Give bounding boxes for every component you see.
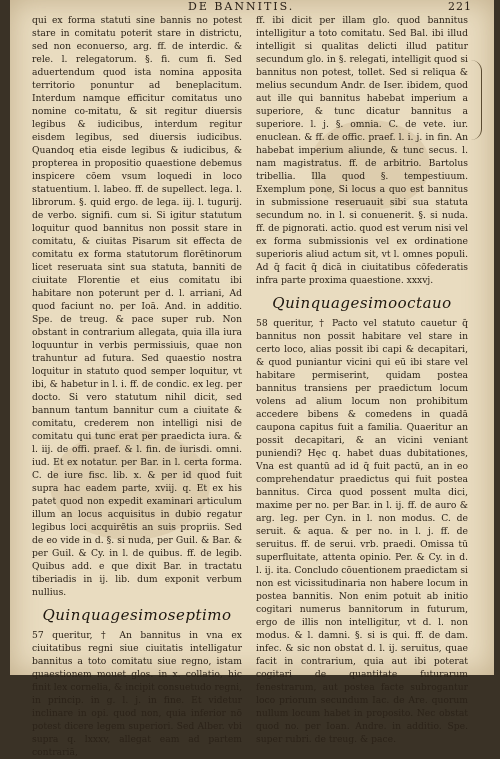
- page-number: 221: [448, 0, 472, 13]
- running-header: [10, 0, 494, 14]
- handwritten-margin-bracket: [471, 60, 482, 140]
- right-paragraph-1: ff. ibi dicit per illam glo. quod bannitus intelligitur a toto comitatu. Sed Bal. ibi illud intelligit si qualitas delicti illud patitur secundum glo. in §. relegati, intelligit quod si bannitus non potest, tollet. Sed si reliqua & melius secundum Andr. de Iser. ibidem, quod aut ille qui bannitus habebat imperium a superiore, & tunc dicatur bannitus a superiore. l. j. §. omnia. C. de vete. iur. enuclean. & ff. de offic. praef. l. i. j. in fin. An habebat imperium aliunde, & tunc secus. l. nam magistratus. ff. de arbitrio. Bartolus tribellia. Illa quod §. tempestiuum. Exemplum pone, Si locus a quo est bannitus in submissione reseruauit sibi sua statuta secundum no. in l. si conuenerit. §. si nuda. ff. de pignorati. actio. quod est verum nisi vel ex forma submissionis vel ex ordinatione superioris aliud actum sit, vt l. omnes populi. Ad q̄ facit q̄ dicā in ciuitatibus cōfederatis infra parte proxima quaestione. xxxvj.: [256, 15, 468, 286]
- right-paragraph-2: 58 queritur, † Pacto vel statuto cauetur q̄ bannitus non possit habitare vel stare in certo loco, alias possit ibi capi & decapitari, & quod puniantur vicini qui eū ibi stare vel habitare permiserint, quidam postea bannitus transiens per praedictum locum volens ad alium locum non prohibitum accedere bibens & comedens in quadā caupona capitus fuit a familia. Quaeritur an possit decapitari, & an vicini veniant puniendi? Hęc q. habet duas dubitationes, Vna est quantū ad id q̄ fuit pactū, an in eo comprehendatur praedictus qui fuit postea bannitus. Circa quod possent multa dici, maxime per no. per Bar. in l. ij. ff. de auro & arg. leg. per Cyn. in l. non modus. C. de seruit. & aqua. & per no. in l. j. ff. de seruitus. ff. de serui. vrb. praedi. Omissa tū superfluitate, attenta opinio. Per. & Cy. in d. l. ij. ita. Concludo cōuentionem praedictam si non est vicissitudinaria non habere locum in postea bannitis. Non enim potuit ab initio cogitari numerus bannitorum in futurum, ergo de illis non intelligitur, vt d. l. non modus. & l. damni. §. si is qui. ff. de dam. infec. & sic non obstat d. l. ij. seruitus, quae facit in contrarium, quia aut ibi poterat cogitari de quantitate futurarum fenestrarum, aut postea facte subrogantur loco priorum secundum Iac. de Are. quorum nullum locum habet in proposito. Nec obstat quod no. per Ioan. Andre. in additio. Spe. super rubri. de treug. & pace.: [256, 318, 468, 745]
- section-heading-57: Quinquagesimoseptimo: [42, 606, 232, 624]
- left-paragraph-1: qui ex forma statuti sine bannis no potest stare in comitatu poterit stare in districtu, sed non econuerso, arg. ff. de interdic. & rele. l. relegatorum. §. fi. cum fi. Sed aduertendum quod ista nomina apposita territorio ponuntur ad beneplacitum. Interdum namque efficitur comitatus uno nomine co-mitatu, & sit regitur diuersis legibus & iudicibus, interdum regitur eisdem legibus, sed diuersis iudicibus. Quandoq etia eisde legibus & iudicibus, & propterea in propositio quaestione debemus inspicere cōem vsum loquedi in loco statuentium. l. labeo. ff. de supellect. lega. l. librorum. §. quid ergo. de lega. iij. l. tugurij. de verbo. signifi. cum si. Si igitur statutum loquitur quod bannitus non possit stare in comitatu, & ciuitas Pisarum sit effecta de comitatu ex forma statutorum florētinorum licet reseruata sint sua statuta, banniti de ciuitate Florentie et eius comitatu ibi habitare non poterunt per d. l. arriani, Ad quod faciunt no. per Ioā. And. in additio. Spe. de treug. & pace super rub. Non obstant in contrarium allegata, quia illa iura loquuntur in verbis permissiuis, quae non trahuntur ad futura. Sed quaestio nostra loquitur in statuto quod semper loquitur, vt ibi, & habetur in l. i. ff. de condic. ex leg. per docto. Si vero statutum nihil dicit, sed bannum tantum bannitur cum a ciuitate & comitatu, crederem non intelligi nisi de comitatu qui tunc erat per praedicta iura. & l. iij. de offi. praef. & l. fin. de iurisdi. omni. iud. Et ex notatur. per Bar. in l. certa forma. C. de iure fisc. lib. x. & per id quod fuit supra hac eadem parte, xviij. q. Et ex his patet quod non expedit examinari articulum illum an locus acquisitus in dubio regatur legibus loci acquirētis an suis propriis. Sed de eo vide in d. §. si nuda, per Guil. & Bar. & per Guil. & Cy. in l. de quibus. ff. de legib. Quibus add. e que dixit Bar. in tractatu tiberiadis in ij. lib. dum exponit verbum nullius.: [32, 15, 242, 598]
- page-header-title: DE BANNITIS.: [188, 0, 295, 13]
- right-column: [256, 14, 468, 745]
- book-page: [10, 0, 494, 758]
- section-heading-58: Quinquagesimooctauo: [272, 294, 452, 312]
- left-paragraph-2: 57 queritur, † An bannitus in vna ex ciuitatibus regni siue ciuitatis intelligatur bannitus a toto comitatu siue regno, istam quaestionem mouet glos. in x. collatio, hic finit lex cornelia, & incipit consuetudo regni, in princip. in g. l. j. in fine. Et videtur inclinare in opi. quod non, quia inferior nō potest dicere legem superiori. Sed Alber. vbi supra q. lxxxv, allegat eam ad partem contrariā,: [32, 630, 242, 758]
- left-column: [32, 14, 242, 758]
